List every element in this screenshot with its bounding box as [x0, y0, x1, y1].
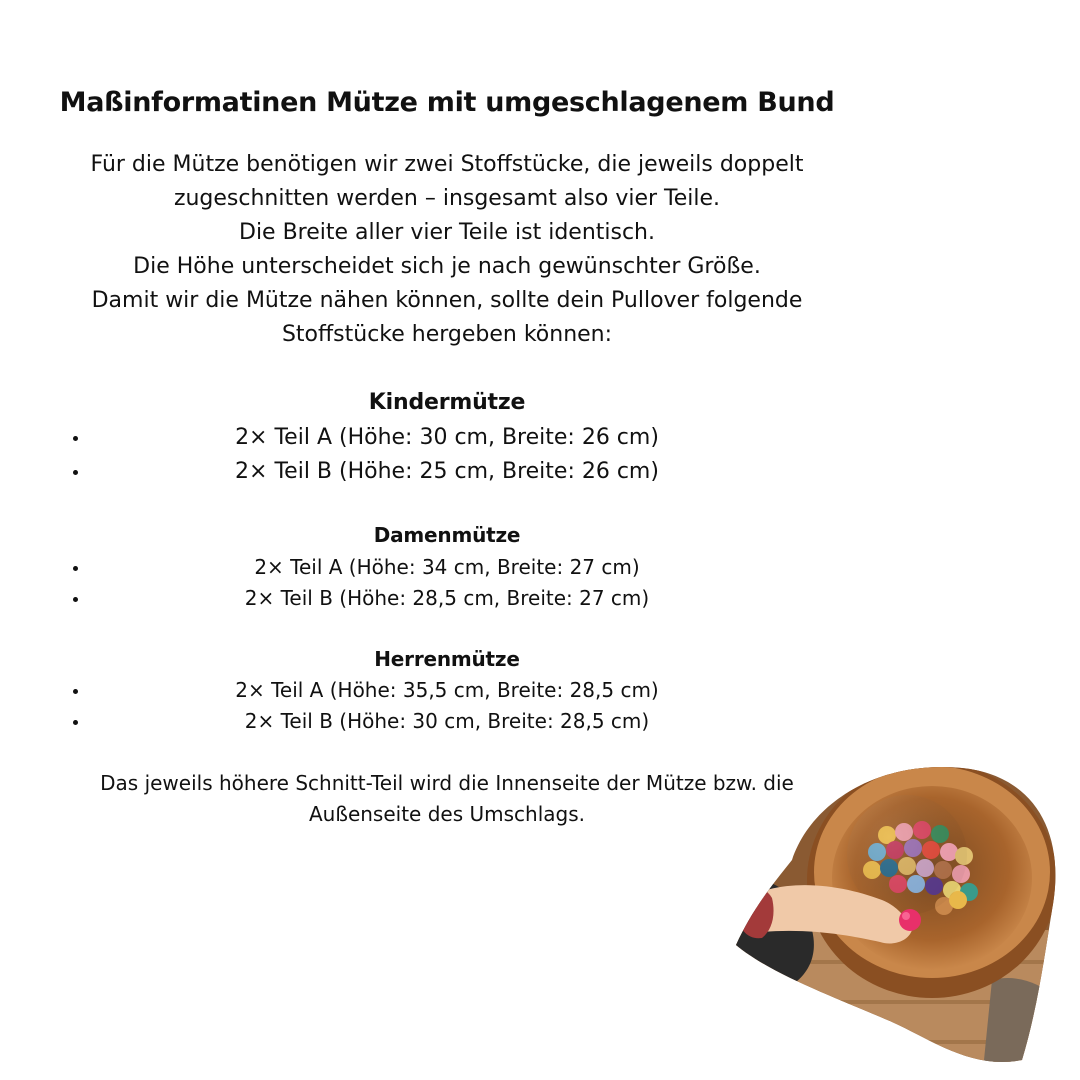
bullet-icon	[73, 720, 78, 725]
size-list-kindermuetze	[0, 421, 894, 489]
bullet-icon	[73, 436, 78, 441]
list-item-text: 2× Teil A (Höhe: 35,5 cm, Breite: 28,5 cm)	[235, 678, 659, 702]
bullet-icon	[73, 689, 78, 694]
size-list-damenmuetze	[0, 552, 894, 614]
list-item	[0, 675, 894, 706]
size-list-herrenmuetze	[0, 675, 894, 737]
list-item	[0, 552, 894, 583]
intro-paragraph	[0, 148, 894, 352]
section-heading-herrenmuetze: Herrenmütze	[374, 647, 520, 671]
list-item	[0, 706, 894, 737]
bullet-icon	[73, 597, 78, 602]
intro-line: zugeschnitten werden – insgesamt also vier Teile.	[173, 186, 721, 211]
intro-line: Die Breite aller vier Teile ist identisch.	[239, 220, 655, 245]
intro-line: Stoffstücke hergeben können:	[281, 322, 613, 347]
intro-line: Für die Mütze benötigen wir zwei Stoffstücke, die jeweils doppelt	[90, 152, 804, 177]
list-item-text: 2× Teil A (Höhe: 34 cm, Breite: 27 cm)	[254, 555, 640, 579]
intro-line: Damit wir die Mütze nähen können, sollte dein Pullover folgende	[91, 288, 803, 313]
page-title: Maßinformatinen Mütze mit umgeschlagenem Bund	[59, 87, 835, 118]
list-item-text: 2× Teil B (Höhe: 28,5 cm, Breite: 27 cm)	[244, 586, 650, 610]
bullet-icon	[73, 470, 78, 475]
list-item	[0, 455, 894, 489]
section-heading-kindermuetze: Kindermütze	[368, 390, 526, 415]
list-item-text: 2× Teil A (Höhe: 30 cm, Breite: 26 cm)	[235, 425, 659, 450]
list-item-text: 2× Teil B (Höhe: 25 cm, Breite: 26 cm)	[235, 459, 659, 484]
intro-line: Die Höhe unterscheidet sich je nach gewünschter Größe.	[133, 254, 761, 279]
list-item	[0, 583, 894, 614]
list-item	[0, 421, 894, 455]
closing-note-line: Außenseite des Umschlags.	[309, 802, 585, 826]
bowl-of-felt-balls-photo	[732, 760, 1080, 1080]
section-heading-damenmuetze: Damenmütze	[373, 523, 521, 547]
bullet-icon	[73, 566, 78, 571]
closing-note-line: Das jeweils höhere Schnitt-Teil wird die Innenseite der Mütze bzw. die	[100, 771, 794, 795]
list-item-text: 2× Teil B (Höhe: 30 cm, Breite: 28,5 cm)	[244, 709, 650, 733]
